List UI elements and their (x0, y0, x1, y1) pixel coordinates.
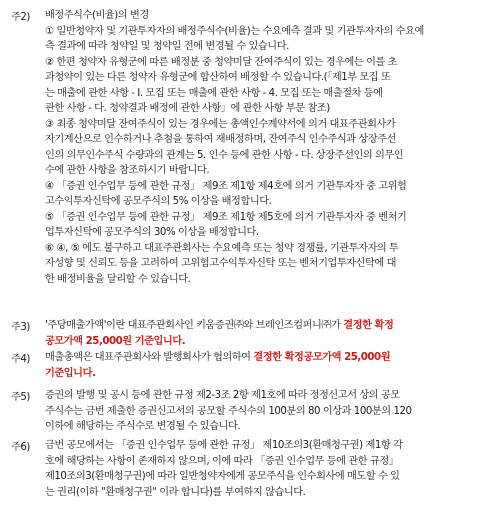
footnote-line: ④ 「증권 인수업무 등에 관한 규정」 제9조 제1항 제4호에 의거 기관투자자 중 고위험 (45, 180, 407, 192)
footnote-line: ① 일반청약자 및 기관투자자의 배정주식수(비율)는 수요예측 결과 및 기관투자자의 수요예 (45, 25, 424, 37)
emphasis-text: 결정한 확정 (343, 320, 394, 331)
footnote-line: 관한 사항 - 다. 청약결과 배정에 관한 사항」에 관한 사항 부문 참조) (45, 103, 330, 114)
footnote-line: 제10조의3(환매청구권)에 따라 일반청약자에게 공모주식을 인수회사에 매도할 수 있 (45, 471, 400, 482)
footnote-6-body (45, 438, 485, 500)
footnote-3-label: 주3) (11, 322, 30, 333)
emphasis-text: 공모가액 25,000원 기준입니다. (45, 335, 186, 347)
footnote-line (45, 366, 485, 382)
emphasis-text: 기준입니다. (45, 367, 96, 379)
footnote-2-body (45, 8, 485, 287)
emphasis-text: 결정한 확정공모가액 25,000원 (253, 352, 391, 363)
footnote-line: ② 한편 청약자 유형군에 따른 배정분 중 청약미달 잔여주식이 있는 경우에는 이를 초 (45, 56, 398, 68)
footnote-4-label: 주4) (11, 354, 30, 365)
footnote-3-body (45, 318, 485, 349)
footnote-line: 수에 관한 사항을 참조하시기 바랍니다. (45, 165, 210, 176)
footnote-4-body (45, 350, 485, 381)
footnote-line: 자성향 및 신뢰도 등을 고려하여 고위험고수익투자신탁 또는 벤처기업투자신탁에 대 (45, 258, 396, 269)
footnote-5-label: 주5) (11, 392, 30, 403)
footnote-line (45, 350, 485, 366)
footnote-line: 자기계산으로 인수하거나 추첨을 통하여 재배정하며, 잔여주식 인수주식과 상장주선 (45, 134, 396, 145)
footnote-line (45, 318, 485, 334)
footnote-6-label: 주6) (11, 442, 30, 453)
footnote-line: 금번 공모에서는 「증권 인수업무 등에 관한 규정」 제10조의3(환매청구권) 제1항 각 (45, 440, 403, 451)
footnote-line: 한 배정비율을 달리할 수 있습니다. (45, 273, 191, 285)
footnote-line: 는 매출에 관한 사항 - I. 모집 또는 매출에 관한 사항 - 4. 모집 또는 매출절차 등에 (45, 87, 383, 99)
footnote-text: '주당매출가액'이란 대표주관회사인 키움증권㈜와 브레인즈컴퍼니㈜가 (45, 320, 344, 331)
footnote-text: 매출총액은 대표주관회사와 발행회사가 협의하여 (45, 352, 254, 363)
footnote-line: 고수익투자신탁에 공모주식의 5% 이상을 배정합니다. (45, 196, 272, 207)
footnote-line: 는 권리(이하 "환매청구권" 이라 합니다)를 부여하지 않습니다. (45, 486, 306, 498)
footnote-line: ⑤ 「증권 인수업무 등에 관한 규정」 제9조 제1항 제5호에 의거 기관투자자 중 벤처기 (45, 211, 407, 223)
footnote-line: ③ 최종 청약미달 잔여주식이 있는 경우에는 총액인수계약서에 의거 대표주관회사가 (45, 118, 396, 130)
footnote-line: 주식수는 금번 제출한 증권신고서의 공모할 주식수의 100분의 80 이상과 100분의 120 (45, 405, 412, 417)
footnote-line: 측 결과에 따라 청약일 및 청약일 전에 변경될 수 있습니다. (45, 41, 289, 52)
footnote-line: ⑥ ④, ⑤ 에도 불구하고 대표주관회사는 수요예측 또는 청약 경쟁률, 기관투자자의 투 (45, 242, 399, 254)
footnote-line: 업투자신탁에 공모주식의 30% 이상을 배정합니다. (45, 227, 259, 238)
footnote-line: 인의 의무인수주식 수량과의 관계는 5. 인수 등에 관한 사항 - 다. 상장주선인의 의무인 (45, 149, 404, 161)
footnote-line (45, 334, 485, 350)
footnote-line: 배정주식수(비율)의 변경 (45, 10, 149, 21)
footnote-line: 호에 해당하는 사항이 존재하지 않으며, 이에 따라 「증권 인수업무 등에 관한 규정」 (45, 455, 399, 467)
footnote-line: 과청약이 있는 다른 청약자 유형군에 합산하여 배정할 수 있습니다.(「제1부 모집 또 (45, 72, 391, 83)
footnote-line: 이하에 해당하는 주식수로 변경될 수 있습니다. (45, 421, 241, 432)
footnote-line: 증권의 발행 및 공시 등에 관한 규정 제2-3조 2항 제1호에 따라 정정신고서 상의 공모 (45, 390, 400, 401)
footnote-2-label: 주2) (11, 12, 30, 23)
footnote-5-body (45, 388, 485, 435)
